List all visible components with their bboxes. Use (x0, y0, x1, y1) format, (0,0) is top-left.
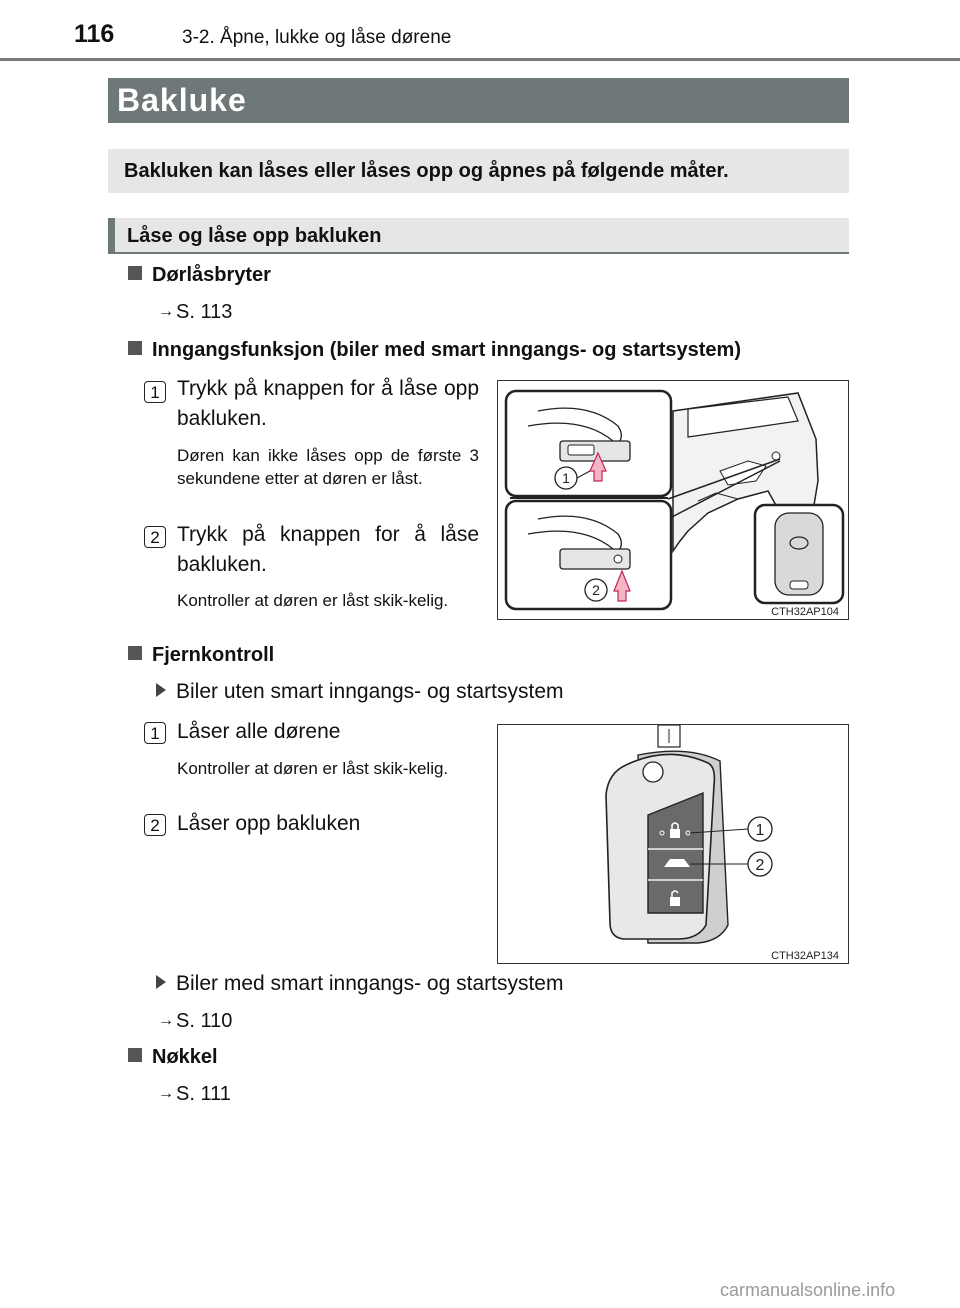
arrow-icon: → (158, 1085, 174, 1102)
remote-callout-1-label: 1 (755, 822, 765, 839)
step-1-note: Døren kan ikke låses opp de første 3 sekundene etter at døren er låst. (177, 446, 479, 488)
square-bullet-icon (128, 1048, 142, 1062)
remote-callout-2-label: 2 (755, 857, 765, 874)
figure-remote-illustration (498, 725, 847, 962)
ref-label: S. 110 (176, 1010, 233, 1032)
triangle-bullet-icon (156, 975, 166, 989)
figure-smart-entry-illustration (498, 381, 847, 618)
chapter-title: 3-2. Åpne, lukke og låse dørene (182, 27, 452, 48)
callout-1-label: 1 (562, 470, 570, 486)
remote-step-1-note: Kontroller at døren er låst skik-kelig. (177, 759, 449, 778)
page-reference[interactable] (158, 1010, 232, 1033)
figure-smart-entry (497, 380, 849, 620)
square-bullet-icon (128, 266, 142, 280)
page-reference[interactable] (158, 1083, 231, 1106)
step-badge-1: 1 (144, 722, 166, 744)
heading-key (128, 1046, 218, 1069)
figure-code: CTH32AP104 (771, 606, 839, 618)
arrow-icon: → (158, 303, 174, 320)
step-1-text: Trykk på knappen for å låse opp bakluken. (177, 377, 479, 430)
sub-item-without-smart (156, 680, 564, 704)
sub-item-label: Biler uten smart inngangs- og startsystem (176, 680, 564, 703)
step-badge-2: 2 (144, 526, 166, 548)
step-badge-2: 2 (144, 814, 166, 836)
heading-label: Nøkkel (152, 1046, 218, 1068)
square-bullet-icon (128, 341, 142, 355)
ref-label: S. 111 (176, 1083, 231, 1105)
section-title: Bakluke (108, 78, 849, 123)
heading-label: Fjernkontroll (152, 644, 275, 666)
square-bullet-icon (128, 646, 142, 660)
arrow-icon: → (158, 1012, 174, 1029)
triangle-bullet-icon (156, 683, 166, 697)
figure-code: CTH32AP134 (771, 950, 839, 962)
ref-label: S. 113 (176, 301, 233, 323)
callout-2-label: 2 (592, 582, 600, 598)
sub-item-label: Biler med smart inngangs- og startsystem (176, 972, 564, 995)
step-2-note: Kontroller at døren er låst skik-kelig. (177, 591, 449, 610)
sub-item-with-smart (156, 972, 563, 996)
remote-step-2-text: Låser opp bakluken (177, 812, 361, 835)
page-number: 116 (74, 20, 115, 48)
page-reference[interactable] (158, 301, 232, 324)
step-2-text: Trykk på knappen for å låse bakluken. (177, 523, 479, 576)
heading-remote (128, 644, 274, 667)
heading-door-lock-switch (128, 264, 271, 287)
step-badge-1: 1 (144, 381, 166, 403)
subsection-title: Låse og låse opp bakluken (108, 218, 849, 254)
figure-remote-key (497, 724, 849, 964)
heading-entry-function (128, 339, 741, 362)
watermark: carmanualsonline.info (720, 1280, 896, 1300)
intro-text: Bakluken kan låses eller låses opp og åpnes på følgende måter. (108, 149, 849, 193)
remote-step-1-text: Låser alle dørene (177, 720, 341, 743)
heading-label: Dørlåsbryter (152, 264, 271, 286)
heading-label: Inngangsfunksjon (biler med smart inngangs- og startsystem) (152, 339, 741, 361)
header-divider (0, 58, 960, 61)
